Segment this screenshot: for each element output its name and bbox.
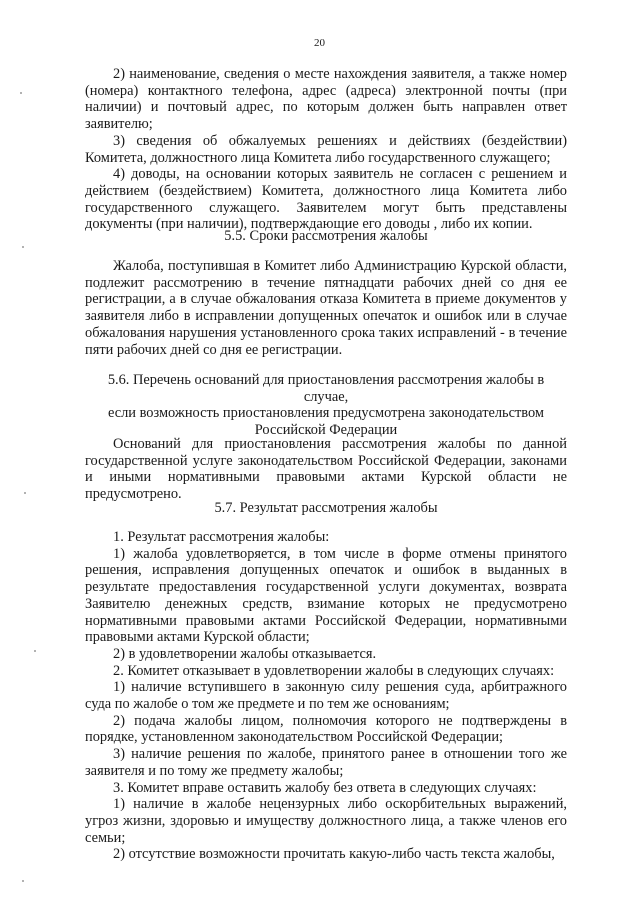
section-5-7-body: [85, 529, 567, 863]
section-5-5-heading-wrap: [85, 228, 567, 245]
paragraph: 1) наличие в жалобе нецензурных либо оскорбительных выражений, угроз жизни, здоровью и имуществу должностного лица, а также членов его семьи;: [85, 796, 567, 846]
page-number: 20: [314, 37, 325, 49]
section-5-6-body: [85, 436, 567, 503]
scan-speck: [20, 92, 22, 94]
scan-speck: [34, 650, 36, 652]
section-heading-line: 5.6. Перечень оснований для приостановления рассмотрения жалобы в случае,: [107, 372, 545, 405]
complaint-contents-list: [85, 66, 567, 233]
paragraph: Жалоба, поступившая в Комитет либо Администрацию Курской области, подлежит рассмотрению в течение пятнадцати рабочих дней со дня ее регистрации, а в случае обжалования отказа Комитета в приеме документов у заявителя либо в исправлении допущенных опечаток и ошибок или в случае обжалования нарушения установленного срока таких исправлений - в течение пяти рабочих дней со дня ее регистрации.: [85, 258, 567, 358]
paragraph: 2. Комитет отказывает в удовлетворении жалобы в следующих случаях:: [113, 662, 555, 679]
paragraph: 3) сведения об обжалуемых решениях и действиях (бездействии) Комитета, должностного лица Комитета либо государственного служащего;: [85, 132, 567, 166]
section-5-5-body: [85, 258, 567, 358]
section-heading-line: Российской Федерации: [254, 422, 398, 439]
section-5-6-heading-wrap: [85, 372, 567, 439]
paragraph: 2) подача жалобы лицом, полномочия которого не подтверждены в порядке, установленном законодательством Российской Федерации;: [85, 712, 567, 746]
paragraph: 1) наличие вступившего в законную силу решения суда, арбитражного суда по жалобе о том же предмете и по тем же основаниям;: [85, 679, 567, 713]
paragraph: 4) доводы, на основании которых заявитель не согласен с решением и действием (бездействием) Комитета, должностного лица Комитета либо государственного служащего. Заявителем могут быть представлены документы (при наличии), подтверждающие его доводы , либо их копии.: [85, 166, 567, 233]
paragraph: 1) жалоба удовлетворяется, в том числе в форме отмены принятого решения, исправления допущенных опечаток и ошибок в выданных в результате предоставления государственной услуги документах, возврата Заявителю денежных средств, взимание которых не предусмотрено нормативными правовыми актами Российской Федерации, нормативными правовыми актами Курской области;: [85, 545, 567, 646]
paragraph: 3. Комитет вправе оставить жалобу без ответа в следующих случаях:: [113, 779, 537, 796]
section-heading: 5.7. Результат рассмотрения жалобы: [214, 500, 438, 516]
paragraph: 2) отсутствие возможности прочитать какую-либо часть текста жалобы,: [113, 846, 555, 863]
paragraph: Оснований для приостановления рассмотрения жалобы по данной государственной услуге законодательством Российской Федерации, законами и иными нормативными правовыми актами Курской области не предусмотрено.: [85, 436, 567, 503]
section-heading: 5.5. Сроки рассмотрения жалобы: [224, 228, 428, 244]
section-heading-line: если возможность приостановления предусмотрена законодательством: [107, 405, 545, 422]
scan-speck: [22, 880, 24, 882]
paragraph: 1. Результат рассмотрения жалобы:: [113, 529, 330, 545]
paragraph: 2) наименование, сведения о месте нахождения заявителя, а также номер (номера) контактного телефона, адрес (адреса) электронной почты (при наличии) и почтовый адрес, по которым должен быть направлен ответ заявителю;: [85, 66, 567, 133]
scan-speck: [24, 492, 26, 494]
section-5-7-heading-wrap: [85, 500, 567, 517]
paragraph: 3) наличие решения по жалобе, принятого ранее в отношении того же заявителя и по тому же предмету жалобы;: [85, 746, 567, 779]
scan-speck: [22, 246, 24, 248]
paragraph: 2) в удовлетворении жалобы отказывается.: [113, 645, 377, 662]
